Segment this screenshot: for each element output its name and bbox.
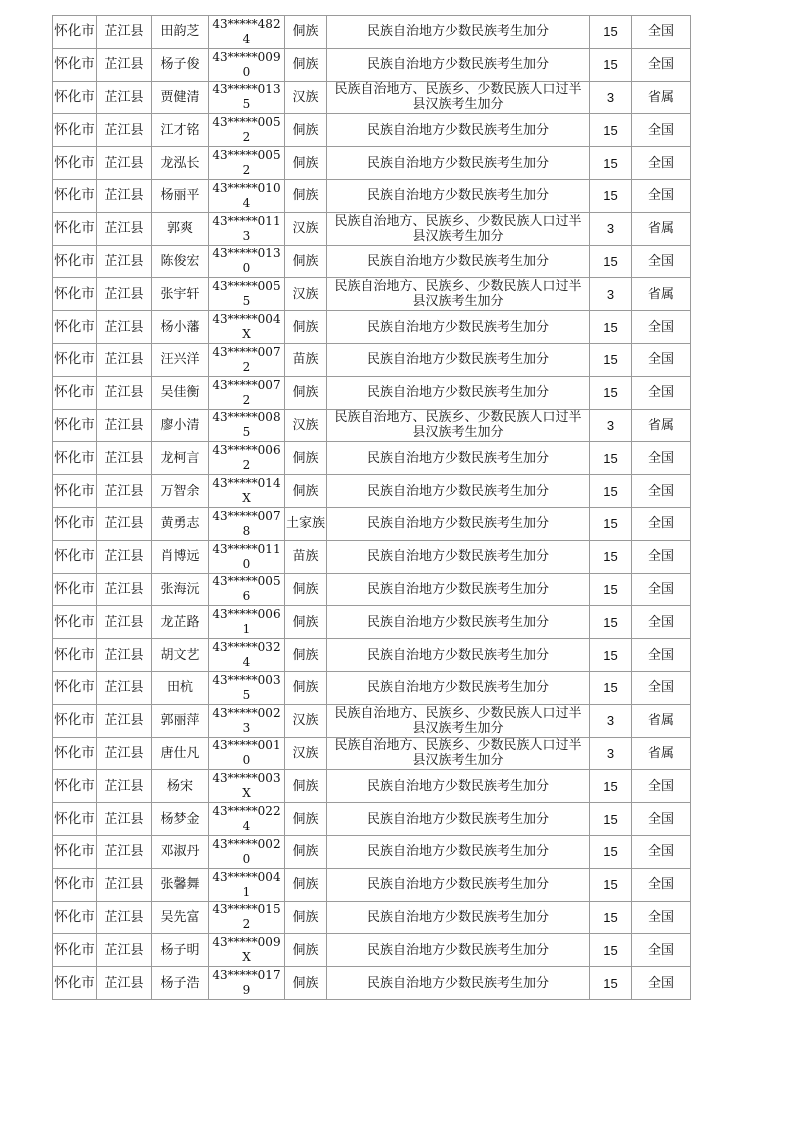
student-name-cell: 张海沅 xyxy=(152,573,209,606)
county-cell: 芷江县 xyxy=(97,48,152,81)
county-cell: 芷江县 xyxy=(97,343,152,376)
bonus-reason-cell: 民族自治地方少数民族考生加分 xyxy=(327,245,590,278)
table-row xyxy=(53,868,691,901)
bonus-points-cell: 15 xyxy=(590,639,632,672)
id-number-cell: 43*****0055 xyxy=(209,278,285,311)
bonus-points-cell: 15 xyxy=(590,48,632,81)
id-number-cell: 43*****0085 xyxy=(209,409,285,442)
ethnicity-cell: 侗族 xyxy=(285,475,327,508)
ethnicity-cell: 侗族 xyxy=(285,967,327,1000)
county-cell: 芷江县 xyxy=(97,868,152,901)
bonus-points-cell: 15 xyxy=(590,573,632,606)
county-cell: 芷江县 xyxy=(97,573,152,606)
table-row xyxy=(53,507,691,540)
ethnicity-cell: 侗族 xyxy=(285,868,327,901)
scope-cell: 全国 xyxy=(632,475,691,508)
bonus-points-cell: 15 xyxy=(590,868,632,901)
bonus-points-cell: 15 xyxy=(590,376,632,409)
city-cell: 怀化市 xyxy=(53,507,97,540)
county-cell: 芷江县 xyxy=(97,967,152,1000)
scope-cell: 全国 xyxy=(632,507,691,540)
scope-cell: 全国 xyxy=(632,967,691,1000)
city-cell: 怀化市 xyxy=(53,737,97,770)
city-cell: 怀化市 xyxy=(53,901,97,934)
city-cell: 怀化市 xyxy=(53,442,97,475)
bonus-reason-cell: 民族自治地方、民族乡、少数民族人口过半县汉族考生加分 xyxy=(327,704,590,737)
bonus-reason-cell: 民族自治地方少数民族考生加分 xyxy=(327,868,590,901)
city-cell: 怀化市 xyxy=(53,639,97,672)
ethnicity-cell: 侗族 xyxy=(285,770,327,803)
scope-cell: 省属 xyxy=(632,409,691,442)
student-name-cell: 龙芷路 xyxy=(152,606,209,639)
city-cell: 怀化市 xyxy=(53,704,97,737)
table-row xyxy=(53,442,691,475)
id-number-cell: 43*****0113 xyxy=(209,212,285,245)
county-cell: 芷江县 xyxy=(97,606,152,639)
city-cell: 怀化市 xyxy=(53,573,97,606)
student-name-cell: 田韵芝 xyxy=(152,16,209,49)
ethnicity-cell: 汉族 xyxy=(285,212,327,245)
bonus-reason-cell: 民族自治地方、民族乡、少数民族人口过半县汉族考生加分 xyxy=(327,737,590,770)
city-cell: 怀化市 xyxy=(53,770,97,803)
scope-cell: 全国 xyxy=(632,901,691,934)
county-cell: 芷江县 xyxy=(97,81,152,114)
student-name-cell: 吴先富 xyxy=(152,901,209,934)
id-number-cell: 43*****0061 xyxy=(209,606,285,639)
bonus-points-cell: 15 xyxy=(590,147,632,180)
student-name-cell: 肖博远 xyxy=(152,540,209,573)
bonus-points-cell: 3 xyxy=(590,212,632,245)
county-cell: 芷江县 xyxy=(97,934,152,967)
table-row xyxy=(53,81,691,114)
table-row xyxy=(53,770,691,803)
table-row xyxy=(53,212,691,245)
bonus-reason-cell: 民族自治地方少数民族考生加分 xyxy=(327,901,590,934)
table-row xyxy=(53,16,691,49)
bonus-points-cell: 15 xyxy=(590,770,632,803)
student-name-cell: 邓淑丹 xyxy=(152,835,209,868)
table-row xyxy=(53,311,691,344)
bonus-points-cell: 15 xyxy=(590,606,632,639)
id-number-cell: 43*****0056 xyxy=(209,573,285,606)
bonus-reason-cell: 民族自治地方、民族乡、少数民族人口过半县汉族考生加分 xyxy=(327,212,590,245)
city-cell: 怀化市 xyxy=(53,868,97,901)
bonus-reason-cell: 民族自治地方少数民族考生加分 xyxy=(327,311,590,344)
bonus-points-cell: 15 xyxy=(590,179,632,212)
table-row xyxy=(53,409,691,442)
scope-cell: 全国 xyxy=(632,671,691,704)
id-number-cell: 43*****0104 xyxy=(209,179,285,212)
county-cell: 芷江县 xyxy=(97,147,152,180)
table-row xyxy=(53,48,691,81)
student-name-cell: 龙泓长 xyxy=(152,147,209,180)
id-number-cell: 43*****0179 xyxy=(209,967,285,1000)
student-name-cell: 吴佳衡 xyxy=(152,376,209,409)
bonus-points-cell: 15 xyxy=(590,934,632,967)
city-cell: 怀化市 xyxy=(53,179,97,212)
student-name-cell: 田杭 xyxy=(152,671,209,704)
table-row xyxy=(53,147,691,180)
city-cell: 怀化市 xyxy=(53,311,97,344)
id-number-cell: 43*****0041 xyxy=(209,868,285,901)
student-name-cell: 杨小藩 xyxy=(152,311,209,344)
student-name-cell: 万智余 xyxy=(152,475,209,508)
bonus-reason-cell: 民族自治地方少数民族考生加分 xyxy=(327,671,590,704)
id-number-cell: 43*****0224 xyxy=(209,803,285,836)
ethnicity-cell: 侗族 xyxy=(285,147,327,180)
table-row xyxy=(53,737,691,770)
ethnicity-cell: 侗族 xyxy=(285,48,327,81)
county-cell: 芷江县 xyxy=(97,737,152,770)
county-cell: 芷江县 xyxy=(97,114,152,147)
city-cell: 怀化市 xyxy=(53,671,97,704)
scope-cell: 省属 xyxy=(632,212,691,245)
ethnicity-cell: 侗族 xyxy=(285,803,327,836)
bonus-reason-cell: 民族自治地方少数民族考生加分 xyxy=(327,48,590,81)
bonus-points-cell: 15 xyxy=(590,311,632,344)
county-cell: 芷江县 xyxy=(97,311,152,344)
id-number-cell: 43*****0035 xyxy=(209,671,285,704)
scope-cell: 全国 xyxy=(632,311,691,344)
id-number-cell: 43*****014X xyxy=(209,475,285,508)
student-name-cell: 杨子俊 xyxy=(152,48,209,81)
ethnicity-cell: 侗族 xyxy=(285,901,327,934)
city-cell: 怀化市 xyxy=(53,835,97,868)
bonus-reason-cell: 民族自治地方少数民族考生加分 xyxy=(327,442,590,475)
table-body xyxy=(53,16,691,1000)
county-cell: 芷江县 xyxy=(97,409,152,442)
ethnicity-cell: 苗族 xyxy=(285,343,327,376)
scope-cell: 全国 xyxy=(632,573,691,606)
county-cell: 芷江县 xyxy=(97,278,152,311)
city-cell: 怀化市 xyxy=(53,81,97,114)
bonus-reason-cell: 民族自治地方少数民族考生加分 xyxy=(327,967,590,1000)
bonus-reason-cell: 民族自治地方少数民族考生加分 xyxy=(327,835,590,868)
bonus-points-cell: 15 xyxy=(590,475,632,508)
county-cell: 芷江县 xyxy=(97,212,152,245)
id-number-cell: 43*****009X xyxy=(209,934,285,967)
bonus-reason-cell: 民族自治地方少数民族考生加分 xyxy=(327,114,590,147)
table-row xyxy=(53,114,691,147)
ethnicity-cell: 侗族 xyxy=(285,639,327,672)
city-cell: 怀化市 xyxy=(53,16,97,49)
id-number-cell: 43*****0052 xyxy=(209,114,285,147)
scope-cell: 全国 xyxy=(632,442,691,475)
bonus-points-cell: 3 xyxy=(590,81,632,114)
id-number-cell: 43*****0072 xyxy=(209,343,285,376)
student-name-cell: 杨梦金 xyxy=(152,803,209,836)
scope-cell: 全国 xyxy=(632,770,691,803)
ethnicity-cell: 侗族 xyxy=(285,606,327,639)
table-row xyxy=(53,639,691,672)
id-number-cell: 43*****0023 xyxy=(209,704,285,737)
scope-cell: 全国 xyxy=(632,639,691,672)
scope-cell: 全国 xyxy=(632,114,691,147)
table-row xyxy=(53,573,691,606)
student-name-cell: 黄勇志 xyxy=(152,507,209,540)
scope-cell: 全国 xyxy=(632,48,691,81)
bonus-points-cell: 15 xyxy=(590,540,632,573)
city-cell: 怀化市 xyxy=(53,540,97,573)
ethnicity-cell: 侗族 xyxy=(285,934,327,967)
bonus-reason-cell: 民族自治地方、民族乡、少数民族人口过半县汉族考生加分 xyxy=(327,409,590,442)
scope-cell: 全国 xyxy=(632,868,691,901)
bonus-points-cell: 15 xyxy=(590,245,632,278)
table-row xyxy=(53,540,691,573)
table-row xyxy=(53,343,691,376)
county-cell: 芷江县 xyxy=(97,540,152,573)
id-number-cell: 43*****0152 xyxy=(209,901,285,934)
county-cell: 芷江县 xyxy=(97,835,152,868)
table-row xyxy=(53,376,691,409)
bonus-reason-cell: 民族自治地方少数民族考生加分 xyxy=(327,343,590,376)
county-cell: 芷江县 xyxy=(97,442,152,475)
student-name-cell: 陈俊宏 xyxy=(152,245,209,278)
city-cell: 怀化市 xyxy=(53,147,97,180)
ethnicity-cell: 汉族 xyxy=(285,737,327,770)
id-number-cell: 43*****0052 xyxy=(209,147,285,180)
scope-cell: 省属 xyxy=(632,737,691,770)
student-name-cell: 唐仕凡 xyxy=(152,737,209,770)
county-cell: 芷江县 xyxy=(97,671,152,704)
student-name-cell: 张馨舞 xyxy=(152,868,209,901)
bonus-reason-cell: 民族自治地方少数民族考生加分 xyxy=(327,147,590,180)
student-name-cell: 杨丽平 xyxy=(152,179,209,212)
ethnicity-cell: 侗族 xyxy=(285,376,327,409)
id-number-cell: 43*****0135 xyxy=(209,81,285,114)
county-cell: 芷江县 xyxy=(97,507,152,540)
table-row xyxy=(53,278,691,311)
student-name-cell: 江才铭 xyxy=(152,114,209,147)
bonus-reason-cell: 民族自治地方少数民族考生加分 xyxy=(327,639,590,672)
ethnicity-cell: 侗族 xyxy=(285,835,327,868)
id-number-cell: 43*****0062 xyxy=(209,442,285,475)
bonus-points-table xyxy=(52,15,691,1000)
ethnicity-cell: 侗族 xyxy=(285,311,327,344)
id-number-cell: 43*****0130 xyxy=(209,245,285,278)
table-row xyxy=(53,901,691,934)
ethnicity-cell: 侗族 xyxy=(285,16,327,49)
bonus-reason-cell: 民族自治地方少数民族考生加分 xyxy=(327,606,590,639)
ethnicity-cell: 侗族 xyxy=(285,114,327,147)
id-number-cell: 43*****0324 xyxy=(209,639,285,672)
bonus-reason-cell: 民族自治地方少数民族考生加分 xyxy=(327,475,590,508)
bonus-reason-cell: 民族自治地方少数民族考生加分 xyxy=(327,376,590,409)
table-row xyxy=(53,704,691,737)
ethnicity-cell: 土家族 xyxy=(285,507,327,540)
bonus-reason-cell: 民族自治地方少数民族考生加分 xyxy=(327,16,590,49)
id-number-cell: 43*****4824 xyxy=(209,16,285,49)
id-number-cell: 43*****004X xyxy=(209,311,285,344)
table-row xyxy=(53,835,691,868)
city-cell: 怀化市 xyxy=(53,803,97,836)
scope-cell: 全国 xyxy=(632,376,691,409)
scope-cell: 全国 xyxy=(632,803,691,836)
city-cell: 怀化市 xyxy=(53,934,97,967)
student-name-cell: 郭丽萍 xyxy=(152,704,209,737)
city-cell: 怀化市 xyxy=(53,48,97,81)
id-number-cell: 43*****0078 xyxy=(209,507,285,540)
student-name-cell: 廖小清 xyxy=(152,409,209,442)
city-cell: 怀化市 xyxy=(53,967,97,1000)
ethnicity-cell: 侗族 xyxy=(285,573,327,606)
scope-cell: 全国 xyxy=(632,835,691,868)
ethnicity-cell: 汉族 xyxy=(285,704,327,737)
bonus-points-cell: 15 xyxy=(590,114,632,147)
table-row xyxy=(53,671,691,704)
ethnicity-cell: 侗族 xyxy=(285,442,327,475)
bonus-points-cell: 15 xyxy=(590,967,632,1000)
ethnicity-cell: 汉族 xyxy=(285,278,327,311)
scope-cell: 省属 xyxy=(632,278,691,311)
bonus-points-cell: 3 xyxy=(590,737,632,770)
city-cell: 怀化市 xyxy=(53,114,97,147)
bonus-points-cell: 15 xyxy=(590,835,632,868)
table-row xyxy=(53,475,691,508)
student-name-cell: 胡文艺 xyxy=(152,639,209,672)
scope-cell: 省属 xyxy=(632,704,691,737)
bonus-points-cell: 3 xyxy=(590,278,632,311)
bonus-points-cell: 3 xyxy=(590,409,632,442)
student-name-cell: 张宇轩 xyxy=(152,278,209,311)
county-cell: 芷江县 xyxy=(97,770,152,803)
id-number-cell: 43*****0090 xyxy=(209,48,285,81)
city-cell: 怀化市 xyxy=(53,343,97,376)
bonus-points-cell: 15 xyxy=(590,901,632,934)
id-number-cell: 43*****0072 xyxy=(209,376,285,409)
county-cell: 芷江县 xyxy=(97,901,152,934)
bonus-points-cell: 15 xyxy=(590,343,632,376)
table-row xyxy=(53,803,691,836)
bonus-points-cell: 3 xyxy=(590,704,632,737)
id-number-cell: 43*****0110 xyxy=(209,540,285,573)
ethnicity-cell: 汉族 xyxy=(285,409,327,442)
student-name-cell: 龙柯言 xyxy=(152,442,209,475)
id-number-cell: 43*****003X xyxy=(209,770,285,803)
scope-cell: 全国 xyxy=(632,606,691,639)
scope-cell: 省属 xyxy=(632,81,691,114)
bonus-reason-cell: 民族自治地方少数民族考生加分 xyxy=(327,803,590,836)
county-cell: 芷江县 xyxy=(97,704,152,737)
id-number-cell: 43*****0020 xyxy=(209,835,285,868)
county-cell: 芷江县 xyxy=(97,803,152,836)
city-cell: 怀化市 xyxy=(53,606,97,639)
bonus-points-cell: 15 xyxy=(590,671,632,704)
student-name-cell: 杨子明 xyxy=(152,934,209,967)
county-cell: 芷江县 xyxy=(97,245,152,278)
county-cell: 芷江县 xyxy=(97,475,152,508)
county-cell: 芷江县 xyxy=(97,16,152,49)
bonus-points-cell: 15 xyxy=(590,803,632,836)
bonus-points-cell: 15 xyxy=(590,507,632,540)
city-cell: 怀化市 xyxy=(53,245,97,278)
city-cell: 怀化市 xyxy=(53,278,97,311)
city-cell: 怀化市 xyxy=(53,475,97,508)
bonus-points-cell: 15 xyxy=(590,16,632,49)
table-row xyxy=(53,967,691,1000)
city-cell: 怀化市 xyxy=(53,212,97,245)
ethnicity-cell: 侗族 xyxy=(285,671,327,704)
table-row xyxy=(53,179,691,212)
student-name-cell: 汪兴洋 xyxy=(152,343,209,376)
student-name-cell: 郭爽 xyxy=(152,212,209,245)
table-row xyxy=(53,934,691,967)
bonus-reason-cell: 民族自治地方少数民族考生加分 xyxy=(327,573,590,606)
scope-cell: 全国 xyxy=(632,179,691,212)
bonus-reason-cell: 民族自治地方少数民族考生加分 xyxy=(327,770,590,803)
city-cell: 怀化市 xyxy=(53,376,97,409)
bonus-reason-cell: 民族自治地方、民族乡、少数民族人口过半县汉族考生加分 xyxy=(327,278,590,311)
student-name-cell: 杨宋 xyxy=(152,770,209,803)
scope-cell: 全国 xyxy=(632,16,691,49)
county-cell: 芷江县 xyxy=(97,376,152,409)
ethnicity-cell: 侗族 xyxy=(285,245,327,278)
bonus-points-cell: 15 xyxy=(590,442,632,475)
bonus-reason-cell: 民族自治地方少数民族考生加分 xyxy=(327,507,590,540)
ethnicity-cell: 侗族 xyxy=(285,179,327,212)
ethnicity-cell: 苗族 xyxy=(285,540,327,573)
student-name-cell: 杨子浩 xyxy=(152,967,209,1000)
city-cell: 怀化市 xyxy=(53,409,97,442)
bonus-reason-cell: 民族自治地方、民族乡、少数民族人口过半县汉族考生加分 xyxy=(327,81,590,114)
county-cell: 芷江县 xyxy=(97,179,152,212)
bonus-reason-cell: 民族自治地方少数民族考生加分 xyxy=(327,179,590,212)
id-number-cell: 43*****0010 xyxy=(209,737,285,770)
student-name-cell: 贾健清 xyxy=(152,81,209,114)
bonus-reason-cell: 民族自治地方少数民族考生加分 xyxy=(327,540,590,573)
ethnicity-cell: 汉族 xyxy=(285,81,327,114)
county-cell: 芷江县 xyxy=(97,639,152,672)
table-row xyxy=(53,245,691,278)
scope-cell: 全国 xyxy=(632,147,691,180)
scope-cell: 全国 xyxy=(632,540,691,573)
table-row xyxy=(53,606,691,639)
bonus-reason-cell: 民族自治地方少数民族考生加分 xyxy=(327,934,590,967)
scope-cell: 全国 xyxy=(632,934,691,967)
scope-cell: 全国 xyxy=(632,245,691,278)
scope-cell: 全国 xyxy=(632,343,691,376)
